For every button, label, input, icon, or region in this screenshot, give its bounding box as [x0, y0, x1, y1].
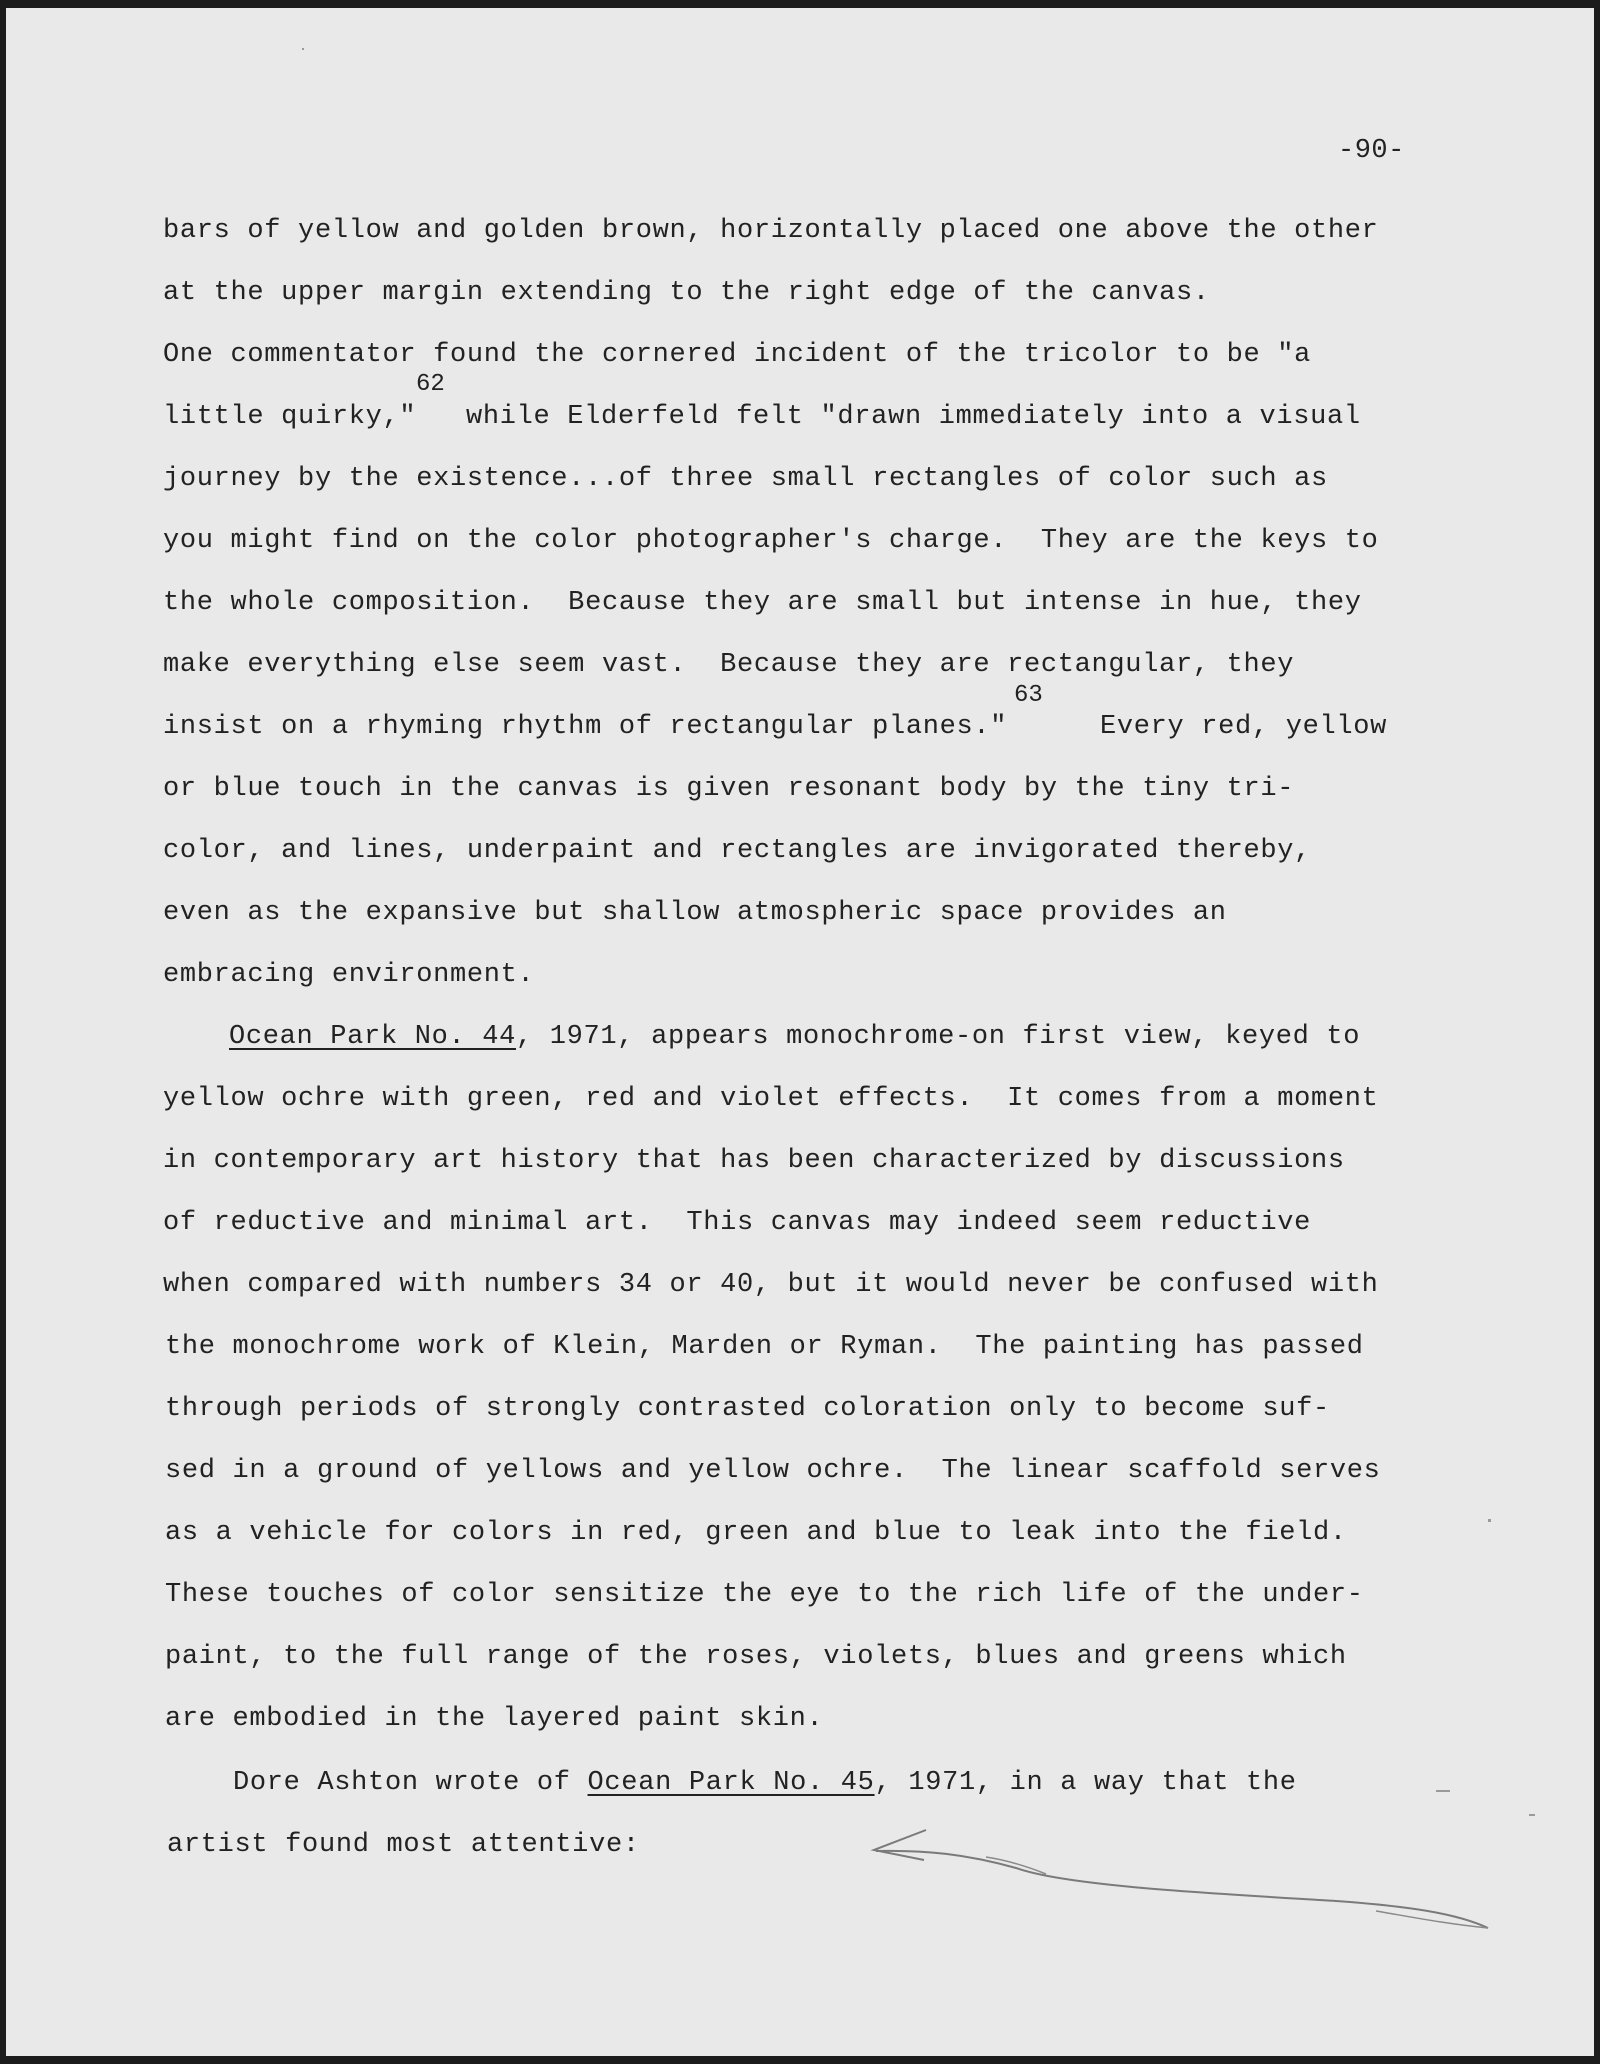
- text-line: or blue touch in the canvas is given resonant body by the tiny tri-: [163, 774, 1295, 804]
- text-line: embracing environment.: [163, 960, 535, 990]
- text-line: of reductive and minimal art. This canvas may indeed seem reductive: [163, 1208, 1312, 1238]
- text-line: the monochrome work of Klein, Marden or Ryman. The painting has passed: [165, 1332, 1364, 1362]
- document-page: [6, 8, 1594, 2056]
- artwork-title-ocean-park-44: Ocean Park No. 44: [229, 1022, 517, 1052]
- text-line: sed in a ground of yellows and yellow ochre. The linear scaffold serves: [165, 1456, 1381, 1486]
- text-line: even as the expansive but shallow atmospheric space provides an: [163, 898, 1227, 928]
- text-line: journey by the existence...of three small rectangles of color such as: [163, 464, 1328, 494]
- text-line: through periods of strongly contrasted coloration only to become suf-: [165, 1394, 1330, 1424]
- paper-speck: [1436, 1790, 1450, 1792]
- text-line: These touches of color sensitize the eye to the rich life of the under-: [165, 1580, 1364, 1610]
- footnote-63: 63: [1014, 682, 1043, 709]
- text-line: make everything else seem vast. Because they are rectangular, they: [163, 650, 1295, 680]
- pencil-arrow-mark: [6, 8, 1594, 2056]
- text-line: while Elderfeld felt "drawn immediately into a visual: [466, 402, 1361, 432]
- text-line: bars of yellow and golden brown, horizontally placed one above the other: [163, 216, 1379, 246]
- text-line: as a vehicle for colors in red, green and blue to leak into the field.: [165, 1518, 1347, 1548]
- text-line: yellow ochre with green, red and violet effects. It comes from a moment: [163, 1084, 1379, 1114]
- text-line: Ocean Park No. 44, 1971, appears monochrome-on first view, keyed to: [229, 1022, 1361, 1052]
- text-line: at the upper margin extending to the right edge of the canvas.: [163, 278, 1210, 308]
- paper-speck: [1529, 1814, 1535, 1816]
- footnote-62: 62: [416, 371, 445, 398]
- text-line: little quirky,": [163, 402, 417, 432]
- artwork-title-ocean-park-45: Ocean Park No. 45: [587, 1768, 875, 1798]
- text-line: paint, to the full range of the roses, violets, blues and greens which: [165, 1642, 1347, 1672]
- paper-speck: [1488, 1519, 1491, 1522]
- text-line: color, and lines, underpaint and rectangles are invigorated thereby,: [163, 836, 1312, 866]
- text-line: you might find on the color photographer's charge. They are the keys to: [163, 526, 1379, 556]
- text-line: when compared with numbers 34 or 40, but it would never be confused with: [163, 1270, 1379, 1300]
- text-line: in contemporary art history that has been characterized by discussions: [163, 1146, 1345, 1176]
- text-line: Dore Ashton wrote of Ocean Park No. 45, 1971, in a way that the: [233, 1768, 1297, 1798]
- text-line: insist on a rhyming rhythm of rectangular planes.": [163, 712, 1008, 742]
- text-line: Every red, yellow: [1100, 712, 1388, 742]
- page-number: -90-: [1338, 136, 1405, 166]
- text-line: artist found most attentive:: [167, 1830, 640, 1860]
- text-line: the whole composition. Because they are small but intense in hue, they: [163, 588, 1362, 618]
- text-line: are embodied in the layered paint skin.: [165, 1704, 824, 1734]
- text-line: One commentator found the cornered incident of the tricolor to be "a: [163, 340, 1312, 370]
- paper-speck: [302, 48, 304, 50]
